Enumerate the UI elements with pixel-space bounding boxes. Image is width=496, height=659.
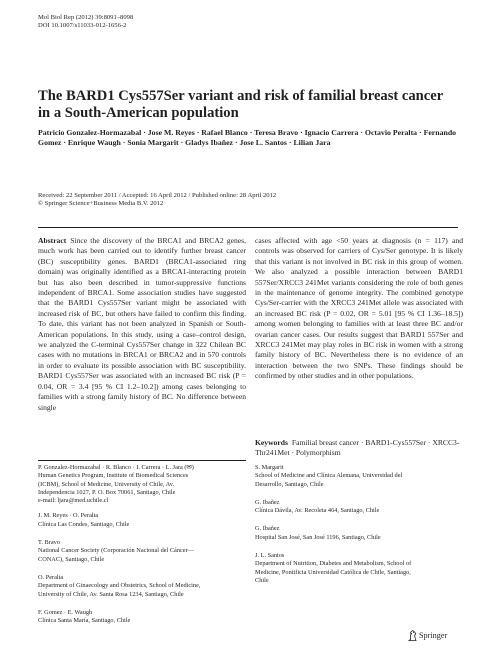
affiliation-line: F. Gomez · E. Waugh	[38, 608, 93, 616]
history-dates: Received: 22 September 2011 / Accepted: 16 April 2012 / Published online: 28 April 2012	[38, 192, 277, 199]
affiliation-line: Hospital San José, San José 1196, Santiago, Chile	[255, 533, 381, 541]
doi: DOI 10.1007/s11033-012-1656-2	[38, 22, 127, 29]
affiliation	[255, 499, 465, 516]
publisher-name: Springer	[419, 631, 448, 640]
affiliation-line: Department of Nutrition, Diabetes and Metabolism, School of	[255, 560, 412, 568]
copyright-notice: © Springer Science+Business Media B.V. 2012	[38, 200, 164, 208]
affiliation-line: Medicine, Pontificia Universidad Católica de Chile, Santiago,	[255, 568, 411, 576]
affiliation-line: J. M. Reyes · O. Peralta	[38, 512, 99, 520]
affiliation-line: National Cancer Society (Corporación Nacional del Cáncer—	[38, 547, 194, 555]
affiliation-line: Chile	[255, 576, 269, 584]
keywords	[255, 438, 463, 459]
affiliations-right	[255, 464, 465, 592]
paper-title: The BARD1 Cys557Ser variant and risk of familial breast cancer in a South-American population	[38, 88, 443, 121]
affiliations-left	[38, 464, 248, 632]
affiliation-line: (ICBM), School of Medicine, University of Chile, Av.	[38, 480, 175, 488]
abstract-heading: Abstract	[38, 236, 67, 245]
affiliation-line: T. Bravo	[38, 539, 60, 547]
affiliation	[255, 525, 465, 542]
footnote-divider	[38, 460, 246, 461]
affiliation	[255, 464, 465, 489]
affiliation-email: e-mail: ljara@med.uchile.cl	[38, 497, 109, 505]
affiliation-line: Human Genetics Program, Institute of Biomedical Sciences	[38, 472, 189, 480]
affiliation	[38, 464, 248, 505]
author-list: Patricio Gonzalez-Hormazabal · Jose M. Reyes · Rafael Blanco · Teresa Bravo · Ignacio Carrera · Octavio Peralta · Fernando Gomez · Enrique Waugh · Sonia Margarit · Gladys Ibañez · Jose L. Santos · Lilian Jara	[38, 128, 457, 147]
affiliation-line: University of Chile, Av. Santa Rosa 1234, Santiago, Chile	[38, 590, 184, 598]
affiliation-line: G. Ibañez	[255, 498, 280, 506]
publisher-logo	[408, 630, 447, 641]
keywords-heading: Keywords	[255, 438, 288, 447]
affiliation-line: School of Medicine and Clínica Alemana, Universidad del	[255, 472, 403, 480]
affiliation-line: Clínica Dávila, Av. Recoleta 464, Santiago, Chile	[255, 507, 380, 515]
publication-dates	[38, 192, 468, 208]
affiliation	[255, 552, 465, 585]
affiliation-line: Desarrollo, Santiago, Chile	[255, 480, 324, 488]
affiliation-line: P. Gonzalez-Hormazabal · R. Blanco · I. Carrera · L. Jara (✉)	[38, 464, 194, 471]
affiliation	[38, 512, 248, 529]
keywords-text: Familial breast cancer · BARD1-Cys557Ser · XRCC3-Thr241Met · Polymorphism	[255, 438, 460, 458]
affiliation-line: Independencia 1027, P. O. Box 70061, Santiago, Chile	[38, 488, 176, 496]
affiliation-line: Department of Ginaecology and Obstetrics, School of Medicine,	[38, 582, 201, 590]
abstract-left-column	[38, 236, 246, 413]
affiliation	[38, 609, 248, 626]
journal-citation: Mol Biol Rep (2012) 39:8091–8098	[38, 14, 134, 21]
abstract-right-column	[255, 236, 463, 382]
affiliation-line: J. L. Santos	[255, 552, 285, 560]
affiliation-line: G. Ibañez	[255, 525, 280, 533]
affiliation	[38, 574, 248, 599]
abstract-text-right: cases affected with age <50 years at diagnosis (n = 117) and controls was observed for carriers of Cys/Ser genotype. It is likely that this variant is not involved in BC risk in this group of women. We also analyzed a possible interaction between BARD1 557Ser/XRCC3 241Met variants considering the role of both genes in the maintenance of genome integrity. The combined genotype Cys/Ser-carrier with the XRCC3 241Met allele was associated with an increased BC risk (P = 0.02, OR = 5.01 [95 % CI 1.36–18.5]) among women belonging to families with at least three BC and/or ovarian cancer cases. Our results suggest that BARD1 557Ser and XRCC3 241Met may play roles in BC risk in women with a strong family history of BC. Nevertheless there is no evidence of an interaction between the two SNPs. These findings should be confirmed by other studies and in other populations.	[255, 236, 463, 381]
affiliation-line: O. Peralta	[38, 573, 64, 581]
affiliation-line: S. Margarit	[255, 464, 284, 471]
affiliation-line: Clínica Las Condes, Santiago, Chile	[38, 520, 130, 528]
knight-icon	[408, 630, 417, 641]
affiliation	[38, 539, 248, 564]
abstract-text-left: Since the discovery of the BRCA1 and BRCA2 genes, much work has been carried out to identify further breast cancer (BC) susceptibility genes. BARD1 (BRCA1-associated ring domain) was originally identified as a BRCA1-interacting protein but has also been described in tumor-suppressive functions independent of BRCA1. Some association studies have suggested that the BARD1 Cys557Ser variant might be associated with increased risk of BC, but others have failed to confirm this finding. To date, this variant has not been analyzed in Spanish or South-American populations. In this study, using a case–control design, we analyzed the C-terminal Cys557Ser change in 322 Chilean BC cases with no mutations in BRCA1 or BRCA2 and in 570 controls in order to evaluate its possible association with BC susceptibility. BARD1 Cys557Ser was associated with an increased BC risk (P = 0.04, OR = 3.4 [95 % CI 1.2–10.2]) among cases belonging to families with a strong family history of BC. No difference between single	[38, 236, 246, 412]
affiliation-line: CONAC), Santiago, Chile	[38, 555, 105, 563]
divider	[38, 227, 458, 228]
affiliation-line: Clínica Santa María, Santiago, Chile	[38, 617, 131, 625]
